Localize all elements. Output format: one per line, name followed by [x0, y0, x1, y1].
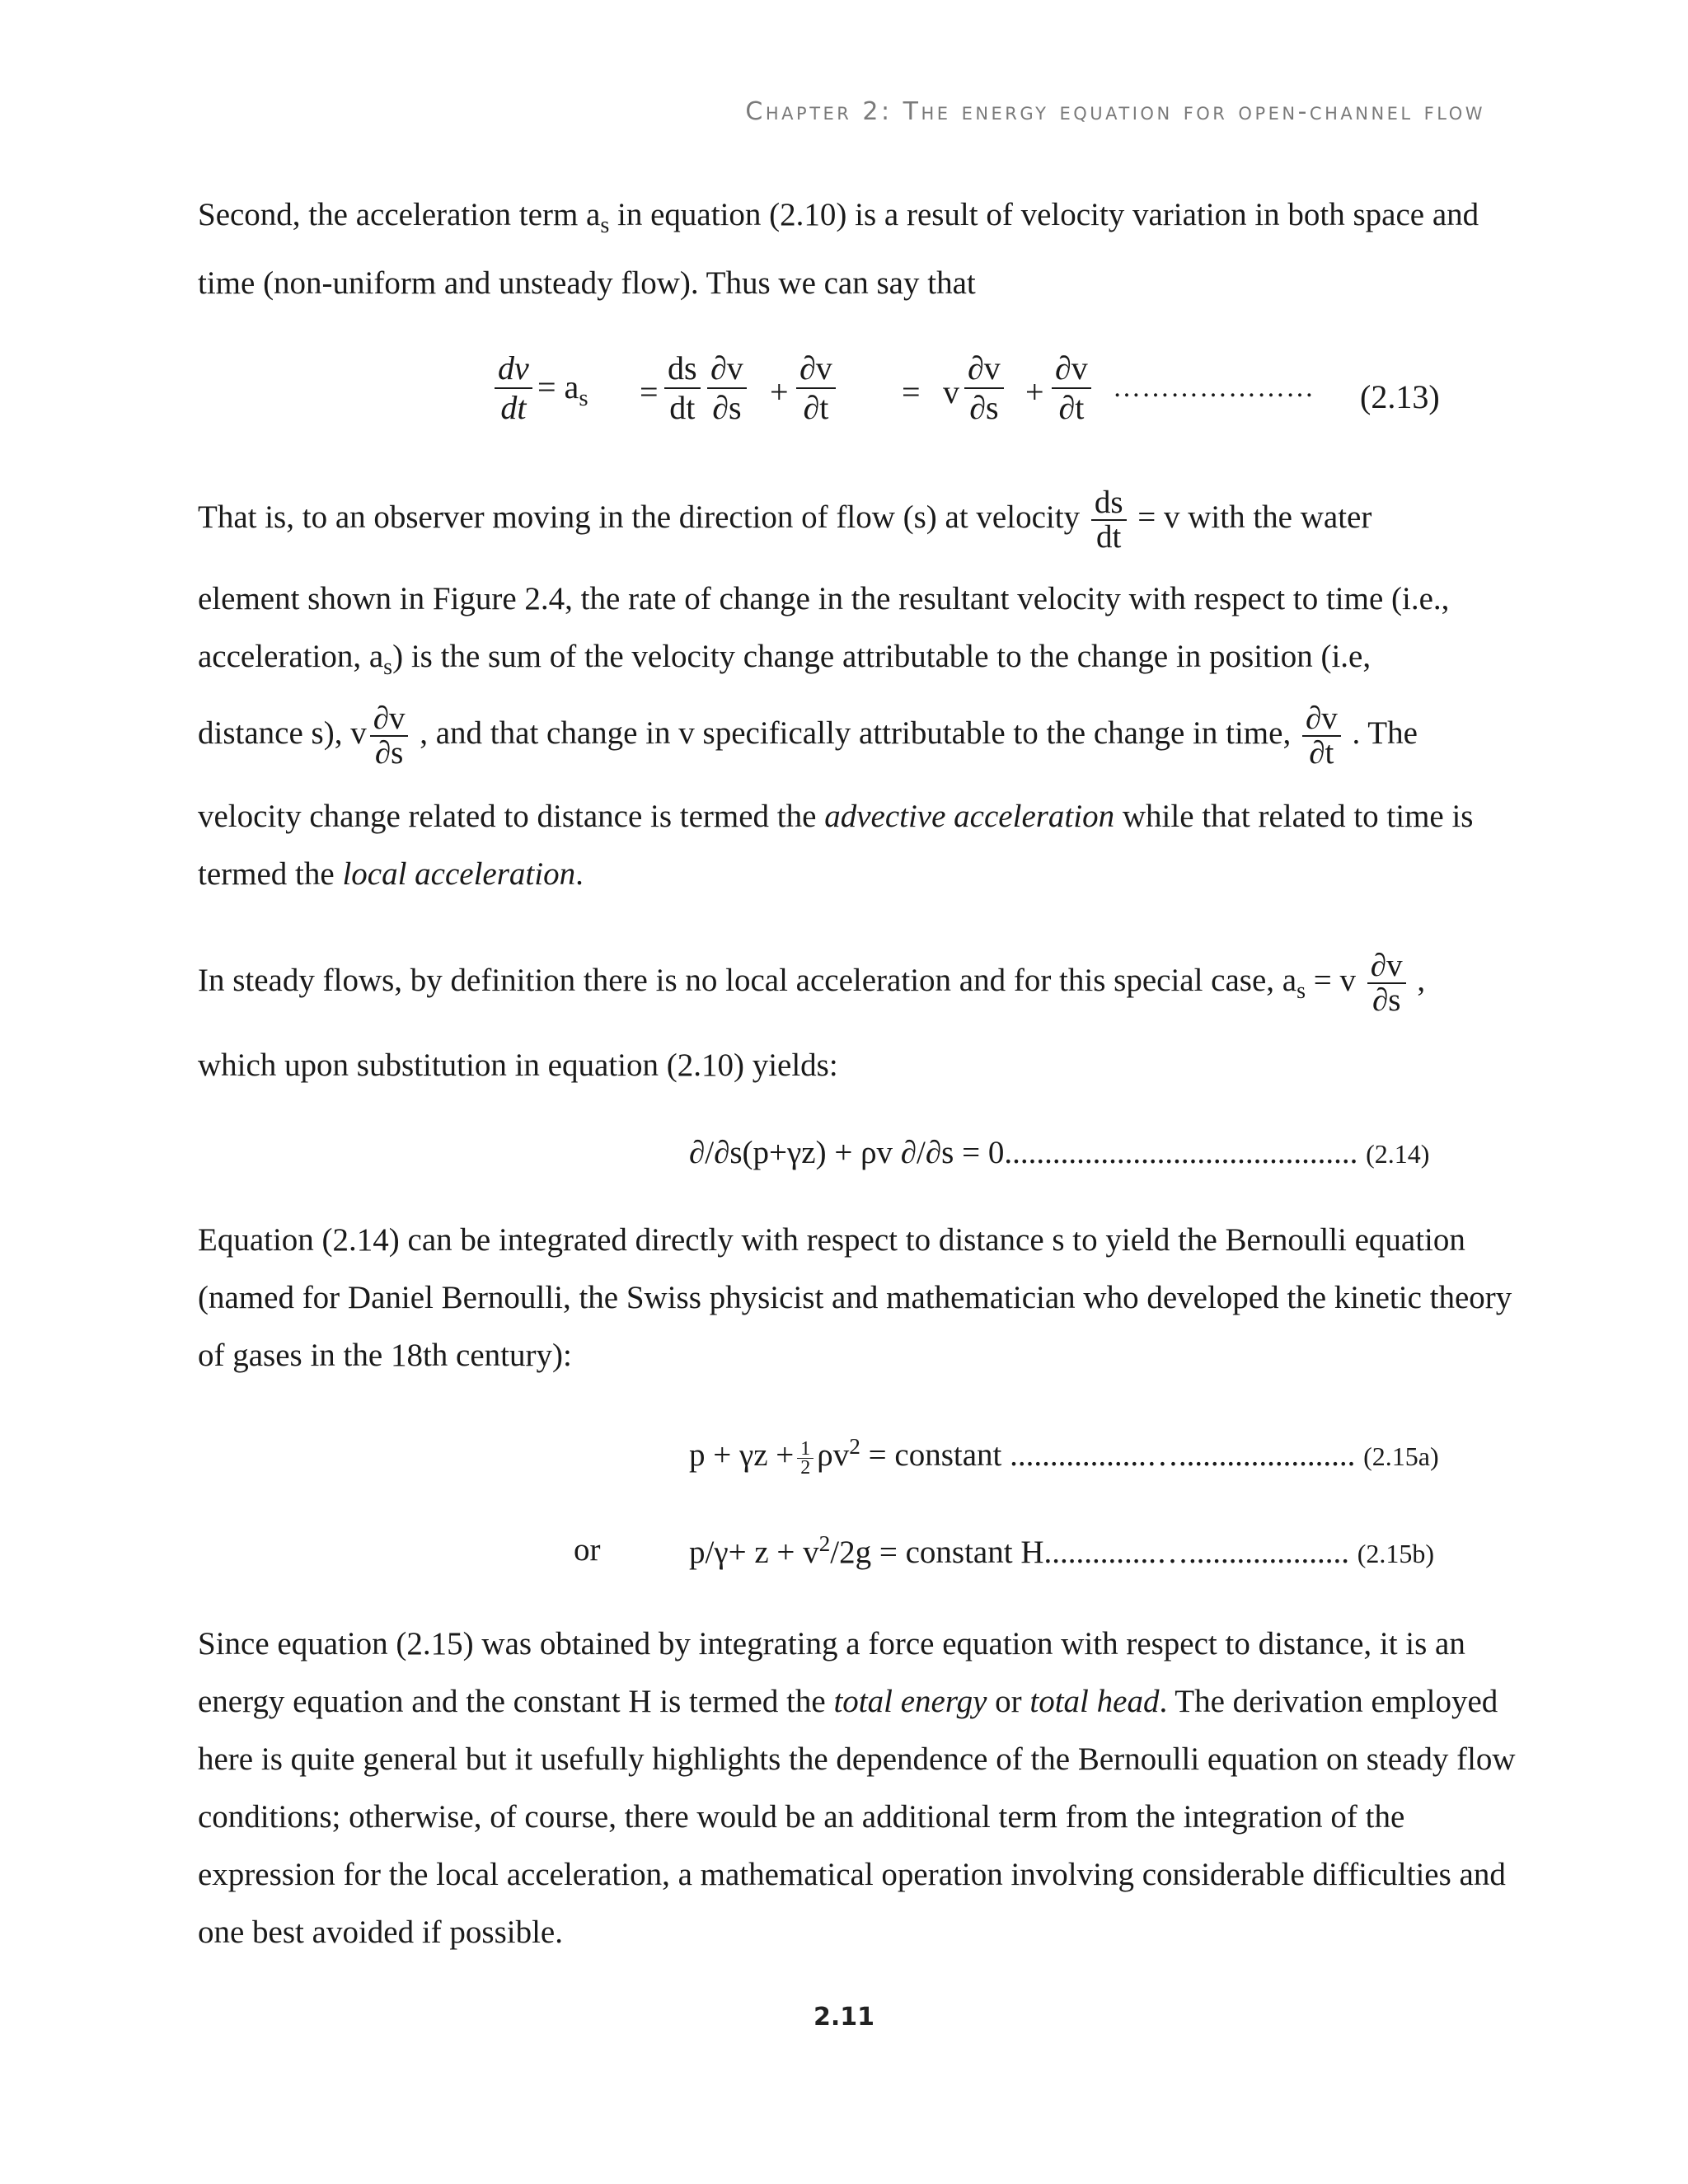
- numerator: ∂v: [707, 349, 747, 389]
- subscript-s: s: [383, 654, 393, 680]
- equation-2-15b: [689, 1531, 1434, 1571]
- equation-number: (2.14): [1366, 1139, 1430, 1169]
- fraction-ds-dt: [1091, 486, 1127, 554]
- text-run: ) is the sum of the velocity change attributable to the change in position (i.e,: [392, 639, 1372, 674]
- equation-2-14: [689, 1134, 1429, 1171]
- denominator: dt: [1095, 519, 1122, 555]
- text-run: . The: [1343, 715, 1418, 751]
- paragraph-resultant-velocity: [198, 570, 1517, 696]
- equation-expression: /2g = constant H..............…....................: [830, 1535, 1349, 1570]
- equation-expression: = constant .................…......................: [860, 1437, 1356, 1473]
- paragraph-energy-equation: [198, 1615, 1517, 1961]
- equation-number: (2.15a): [1363, 1441, 1439, 1471]
- denominator: ∂t: [1058, 389, 1085, 426]
- text-run: velocity change related to distance is termed the: [198, 799, 825, 834]
- chapter-header: Chapter 2: The energy equation for open-channel flow: [745, 97, 1485, 126]
- text-run: . The derivation employed here is quite general but it usefully highlights the dependence of the Bernoulli equation on steady flow conditions; otherwise, of course, there would be an additional term from the integration of the expression for the local acceleration, a mathematical operation involving considerable difficulties and one best avoided if possible.: [198, 1684, 1516, 1950]
- fraction-dv-dt: [495, 349, 532, 427]
- paragraph-observer: [198, 486, 1372, 554]
- paragraph-bernoulli-intro: Equation (2.14) can be integrated directly with respect to distance s to yield the Bernoulli equation (named for Daniel Bernoulli, the Swiss physicist and mathematician who developed the kinetic theory of gases in the 18th century):: [198, 1222, 1512, 1373]
- numerator: ds: [1091, 486, 1127, 521]
- fraction-dv-ds: [1367, 949, 1406, 1017]
- text-run: Second, the acceleration term a: [198, 197, 601, 232]
- equation-number: (2.13): [1360, 378, 1440, 415]
- subscript-s: s: [1296, 977, 1306, 1004]
- numerator: ∂v: [1367, 949, 1406, 984]
- superscript-2: 2: [849, 1434, 860, 1459]
- plus-sign: +: [1025, 373, 1044, 410]
- numerator: ∂v: [1302, 702, 1341, 737]
- denominator: dt: [669, 389, 696, 426]
- denominator: ∂t: [803, 389, 829, 426]
- paragraph-distance-time: [198, 702, 1418, 770]
- paragraph-acceleration-intro: [198, 186, 1517, 312]
- fraction-dv-ds: [964, 349, 1004, 427]
- numerator: ∂v: [796, 349, 836, 389]
- fraction-dv-dt-partial: [1052, 349, 1091, 427]
- equals-sign: =: [902, 373, 921, 410]
- fraction-dv-dt: [1302, 702, 1341, 770]
- subscript-s: s: [579, 385, 588, 411]
- term-advective-acceleration: advective acceleration: [824, 799, 1115, 834]
- text-run: , and that change in v specifically attributable to the change in time,: [411, 715, 1299, 751]
- equation-expression: ρv: [817, 1437, 850, 1473]
- numerator: 1: [797, 1440, 814, 1459]
- text-run: element shown in Figure 2.4, the rate of change in the resultant velocity with respect to time (i.e., acceleration, a: [198, 581, 1450, 674]
- denominator: ∂s: [712, 389, 742, 426]
- equation-expression: p/γ+ z + v: [689, 1535, 819, 1570]
- paragraph-steady-flows: [198, 949, 1425, 1017]
- numerator: ∂v: [964, 349, 1004, 389]
- term-local-acceleration: local acceleration: [342, 856, 576, 892]
- denominator: ∂s: [374, 735, 404, 771]
- term-total-energy: total energy: [833, 1684, 987, 1719]
- page-number: 2.11: [813, 2003, 875, 2032]
- superscript-2: 2: [818, 1531, 831, 1556]
- fraction-dv-ds: [370, 702, 409, 770]
- text-run: That is, to an observer moving in the direction of flow (s) at velocity: [198, 499, 1088, 535]
- numerator: ∂v: [1052, 349, 1091, 389]
- term-total-head: total head: [1029, 1684, 1160, 1719]
- denominator: ∂s: [1372, 982, 1401, 1018]
- denominator: ∂t: [1309, 735, 1334, 771]
- fraction-ds-dt: [664, 349, 701, 427]
- denominator: dt: [500, 389, 527, 426]
- leader-dots: …………………: [1113, 373, 1315, 403]
- text-run: or: [987, 1684, 1030, 1719]
- text-run: .: [575, 856, 584, 892]
- equals-sign: =: [640, 373, 659, 410]
- text-run: while that related to time is termed the: [198, 799, 1474, 892]
- equals-as: [537, 368, 588, 412]
- fraction-dv-ds: [707, 349, 747, 427]
- text-run: = a: [537, 368, 579, 405]
- numerator: ds: [664, 349, 701, 389]
- text-run: distance s), v: [198, 715, 367, 751]
- subscript-s: s: [600, 212, 610, 238]
- text-run: = v with the water: [1129, 499, 1372, 535]
- text-run: ,: [1409, 962, 1426, 998]
- text-run: in equation (2.10) is a result of velocity variation in both space and time (non-uniform and unsteady flow). Thus we can say that: [198, 197, 1479, 301]
- denominator: 2: [800, 1456, 811, 1479]
- equation-number: (2.15b): [1357, 1539, 1435, 1568]
- velocity-v: v: [943, 373, 959, 410]
- plus-sign: +: [770, 373, 789, 410]
- equation-expression: p + γz +: [689, 1437, 795, 1473]
- paragraph-substitution: which upon substitution in equation (2.10) yields:: [198, 1047, 838, 1083]
- equation-expression: ∂/∂s(p+γz) + ρv ∂/∂s = 0............................................: [689, 1135, 1358, 1170]
- text-run: = v: [1306, 962, 1364, 998]
- text-run: In steady flows, by definition there is no local acceleration and for this special case, a: [198, 962, 1297, 998]
- fraction-one-half: [797, 1437, 814, 1479]
- equation-2-15a: [689, 1434, 1439, 1477]
- text-run: Since equation (2.15) was obtained by integrating a force equation with respect to distance, it is an energy equation and the constant H is termed the: [198, 1626, 1465, 1719]
- paragraph-advective-local: [198, 788, 1517, 903]
- numerator: ∂v: [370, 702, 409, 737]
- numerator: dv: [495, 349, 532, 389]
- fraction-dv-dt-partial: [796, 349, 836, 427]
- or-label: or: [574, 1532, 601, 1568]
- denominator: ∂s: [969, 389, 999, 426]
